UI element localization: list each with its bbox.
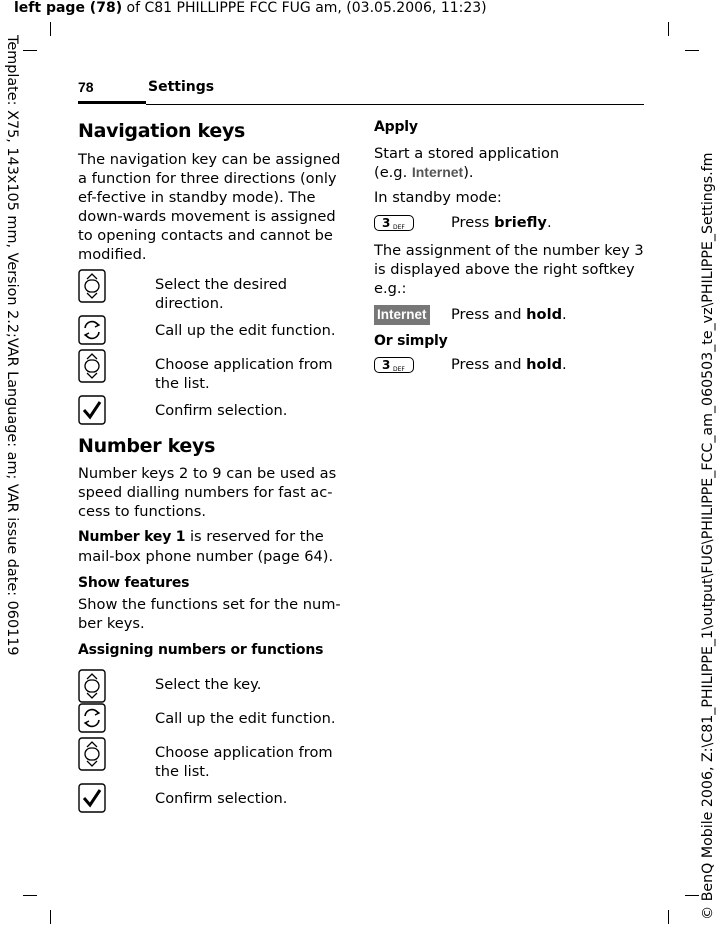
number-keys-intro: Number keys 2 to 9 can be used as speed dialling numbers for fast ac-cess to functions. — [78, 465, 337, 520]
number-keys-heading: Number keys — [78, 435, 216, 457]
crop-mark — [50, 910, 51, 924]
apply-title: Apply — [374, 119, 418, 135]
press-briefly-row — [374, 213, 644, 237]
instruction-step-text: Choose application from the list. — [155, 356, 333, 392]
standby-mode-label: In standby mode: — [374, 189, 502, 206]
press-hold-text: Press and hold. — [451, 356, 567, 373]
crop-mark — [668, 22, 669, 36]
show-features-title: Show features — [78, 575, 190, 591]
instruction-step — [78, 783, 348, 819]
edit-key-icon — [78, 703, 106, 738]
edit-key-icon — [78, 315, 106, 350]
navigation-key-icon — [78, 349, 106, 388]
navigation-key-icon — [78, 737, 106, 776]
crop-mark — [685, 50, 699, 51]
press-hold-key-row — [374, 355, 644, 379]
assignment-note: The assignment of the number key 3 is displayed above the right softkey e.g.: — [374, 242, 644, 297]
key-3-icon: 3 DEF — [374, 213, 402, 232]
instruction-step-text: Select the desired direction. — [155, 276, 288, 312]
header-page-ref: left page (78) — [14, 0, 123, 16]
document-header — [14, 0, 487, 16]
instruction-step — [78, 395, 348, 431]
confirm-icon — [78, 783, 106, 818]
or-simply-label: Or simply — [374, 333, 448, 349]
assigning-title: Assigning numbers or functions — [78, 642, 324, 658]
instruction-step-text: Call up the edit function. — [155, 322, 336, 339]
section-title: Settings — [148, 79, 215, 95]
instruction-step — [78, 349, 348, 395]
instruction-step — [78, 315, 348, 349]
key-3-icon: 3 DEF — [374, 355, 402, 374]
instruction-step-text: Confirm selection. — [155, 790, 288, 807]
instruction-step — [78, 737, 348, 783]
crop-mark — [668, 910, 669, 924]
navigation-keys-intro: The navigation key can be assigned a function for three directions (only ef-fective in standby mode). The down-wards movement is assigned to opening contacts and cannot be modified. — [78, 151, 341, 263]
navigation-keys-heading: Navigation keys — [78, 120, 246, 142]
crop-mark — [23, 895, 37, 896]
number-key-1-note: Number key 1 is reserved for the mail-box phone number (page 64). — [78, 528, 334, 565]
crop-mark — [50, 22, 51, 36]
crop-mark — [23, 50, 37, 51]
internet-softkey: Internet — [374, 305, 402, 325]
navigation-key-icon — [78, 269, 106, 308]
left-column — [78, 118, 348, 819]
right-column — [374, 118, 644, 379]
header-rule-thick — [78, 101, 146, 104]
instruction-step — [78, 703, 348, 737]
confirm-icon — [78, 395, 106, 430]
page-number: 78 — [78, 79, 94, 95]
press-briefly-text: Press briefly. — [451, 214, 552, 231]
copyright-info: © BenQ Mobile 2006, Z:\C81_PHILIPPE_1\output\FUG\PHILIPPE_FCC_am_060503_te_vz\PHILIPPE_Settings.fm — [700, 152, 716, 920]
crop-mark — [685, 895, 699, 896]
instruction-step-text: Select the key. — [155, 676, 262, 693]
instruction-step-text: Call up the edit function. — [155, 710, 336, 727]
press-hold-softkey-row — [374, 305, 644, 329]
header-doc-info: of C81 PHILLIPPE FCC FUG am, (03.05.2006, 11:23) — [122, 0, 487, 16]
apply-text: Start a stored application (e.g. Internet). — [374, 145, 560, 181]
show-features-text: Show the functions set for the num-ber keys. — [78, 596, 341, 632]
instruction-step-text: Confirm selection. — [155, 402, 288, 419]
press-hold-text: Press and hold. — [451, 306, 567, 323]
instruction-step — [78, 269, 348, 315]
template-info: Template: X75, 143x105 mm, Version 2.2;VAR Language: am; VAR issue date: 060119 — [4, 35, 20, 656]
instruction-step — [78, 669, 348, 703]
header-rule — [146, 104, 644, 105]
instruction-step-text: Choose application from the list. — [155, 744, 333, 780]
